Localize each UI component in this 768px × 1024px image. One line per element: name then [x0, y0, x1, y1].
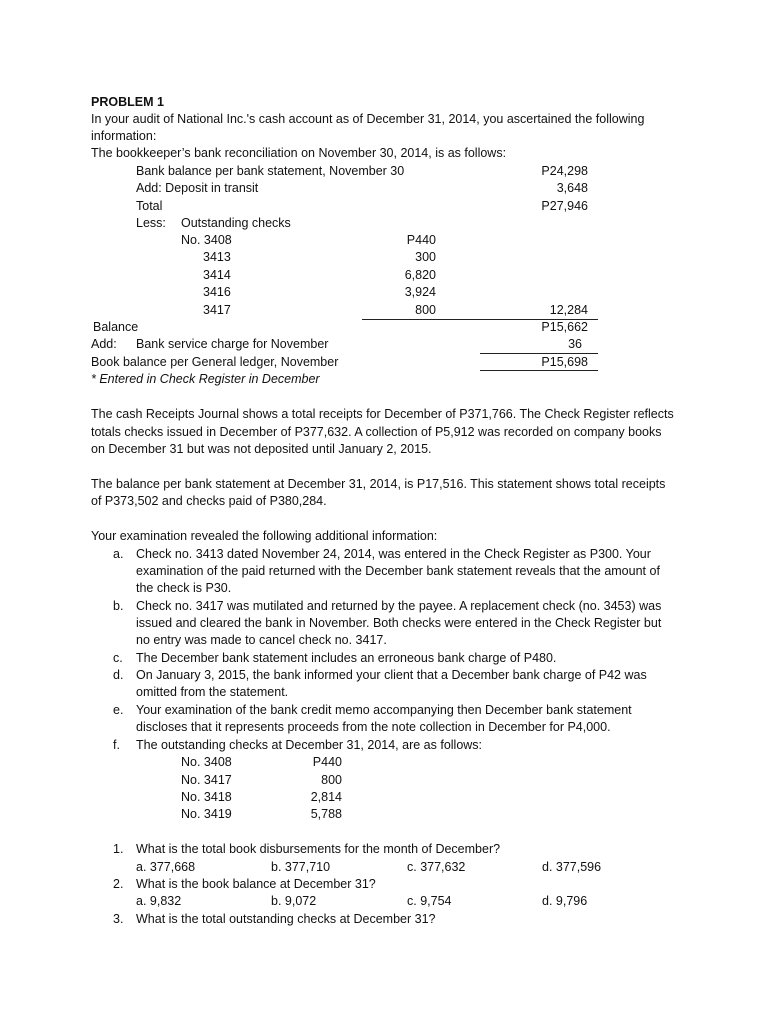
recon-deposit-label: Add: Deposit in transit [136, 181, 259, 195]
intro-line-2: information: [91, 129, 157, 143]
recon-total-value: P27,946 [541, 199, 588, 213]
dec-check-amount: 5,788 [310, 807, 342, 821]
recon-check-no: 3413 [203, 250, 231, 264]
para1-line: on December 31 but was not deposited until January 2, 2015. [91, 442, 432, 456]
choice-a: a. 9,832 [136, 894, 182, 908]
recon-check-amount: 800 [415, 303, 436, 317]
choice-b: b. 377,710 [271, 860, 331, 874]
recon-check-no: 3416 [203, 285, 231, 299]
question-number: 1. [113, 842, 124, 856]
intro-line-1: In your audit of National Inc.'s cash account as of December 31, 2014, you ascertained the following [91, 112, 645, 126]
item-line: the check is P30. [136, 581, 232, 595]
item-line: Check no. 3417 was mutilated and returned by the payee. A replacement check (no. 3453) was [136, 599, 662, 613]
recon-check-amount: 6,820 [404, 268, 436, 282]
question-text: What is the book balance at December 31? [136, 877, 376, 891]
item-letter: d. [113, 668, 124, 682]
item-letter: b. [113, 599, 124, 613]
additional-intro: Your examination revealed the following additional information: [91, 529, 438, 543]
recon-book-balance-label: Book balance per General ledger, November [91, 355, 339, 369]
para2-line: of P373,502 and checks paid of P380,284. [91, 494, 327, 508]
recon-checks-total: 12,284 [549, 303, 588, 317]
item-line: issued and cleared the bank in November. Both checks were entered in the Check Register but [136, 616, 662, 630]
recon-balance-label: Balance [93, 320, 139, 334]
recon-bank-balance-label: Bank balance per bank statement, November 30 [136, 164, 405, 178]
choice-b: b. 9,072 [271, 894, 317, 908]
recon-service-charge-value: 36 [568, 337, 582, 351]
recon-check-no: 3414 [203, 268, 231, 282]
choice-d: d. 9,796 [542, 894, 588, 908]
item-line: On January 3, 2015, the bank informed your client that a December bank charge of P42 was [136, 668, 647, 682]
recon-footnote: * Entered in Check Register in December [91, 372, 320, 386]
item-letter: c. [113, 651, 123, 665]
dec-check-amount: 2,814 [310, 790, 342, 804]
choice-d: d. 377,596 [542, 860, 602, 874]
item-line: The outstanding checks at December 31, 2014, are as follows: [136, 738, 483, 752]
recon-deposit-value: 3,648 [556, 181, 588, 195]
choice-c: c. 377,632 [407, 860, 466, 874]
recon-service-charge-label: Bank service charge for November [136, 337, 329, 351]
recon-less-label: Less: [136, 216, 166, 230]
item-line: examination of the paid returned with the December bank statement reveals that the amount of [136, 564, 660, 578]
item-line: The December bank statement includes an erroneous bank charge of P480. [136, 651, 557, 665]
recon-outstanding-label: Outstanding checks [181, 216, 291, 230]
dec-check-amount: 800 [321, 773, 342, 787]
intro-line-3: The bookkeeper’s bank reconciliation on November 30, 2014, is as follows: [91, 146, 507, 160]
dec-check-no: No. 3419 [181, 807, 232, 821]
para1-line: totals checks issued in December of P377,632. A collection of P5,912 was recorded on company books [91, 425, 662, 439]
question-text: What is the total outstanding checks at December 31? [136, 912, 436, 926]
recon-add-label: Add: [91, 337, 117, 351]
dec-check-amount: P440 [312, 755, 342, 769]
dec-check-no: No. 3408 [181, 755, 232, 769]
recon-check-no: No. 3408 [181, 233, 232, 247]
question-number: 2. [113, 877, 124, 891]
para2-line: The balance per bank statement at December 31, 2014, is P17,516. This statement shows total receipts [91, 477, 666, 491]
item-line: Your examination of the bank credit memo accompanying then December bank statement [136, 703, 632, 717]
recon-check-amount: 300 [415, 250, 436, 264]
question-text: What is the total book disbursements for the month of December? [136, 842, 501, 856]
recon-total-label: Total [136, 199, 163, 213]
problem-title: PROBLEM 1 [91, 95, 164, 109]
choice-c: c. 9,754 [407, 894, 452, 908]
recon-balance-value: P15,662 [541, 320, 588, 334]
dec-check-no: No. 3417 [181, 773, 232, 787]
choice-a: a. 377,668 [136, 860, 196, 874]
item-letter: f. [113, 738, 120, 752]
question-number: 3. [113, 912, 124, 926]
rule-line [480, 370, 598, 371]
item-line: omitted from the statement. [136, 685, 289, 699]
para1-line: The cash Receipts Journal shows a total receipts for December of P371,766. The Check Register reflects [91, 407, 674, 421]
recon-check-amount: 3,924 [404, 285, 436, 299]
recon-bank-balance-value: P24,298 [541, 164, 588, 178]
item-line: discloses that it represents proceeds from the note collection in December for P4,000. [136, 720, 611, 734]
recon-check-amount: P440 [406, 233, 436, 247]
recon-book-balance-value: P15,698 [541, 355, 588, 369]
item-line: no entry was made to cancel check no. 3417. [136, 633, 387, 647]
item-letter: a. [113, 547, 124, 561]
item-line: Check no. 3413 dated November 24, 2014, was entered in the Check Register as P300. Your [136, 547, 651, 561]
item-letter: e. [113, 703, 124, 717]
recon-check-no: 3417 [203, 303, 231, 317]
dec-check-no: No. 3418 [181, 790, 232, 804]
